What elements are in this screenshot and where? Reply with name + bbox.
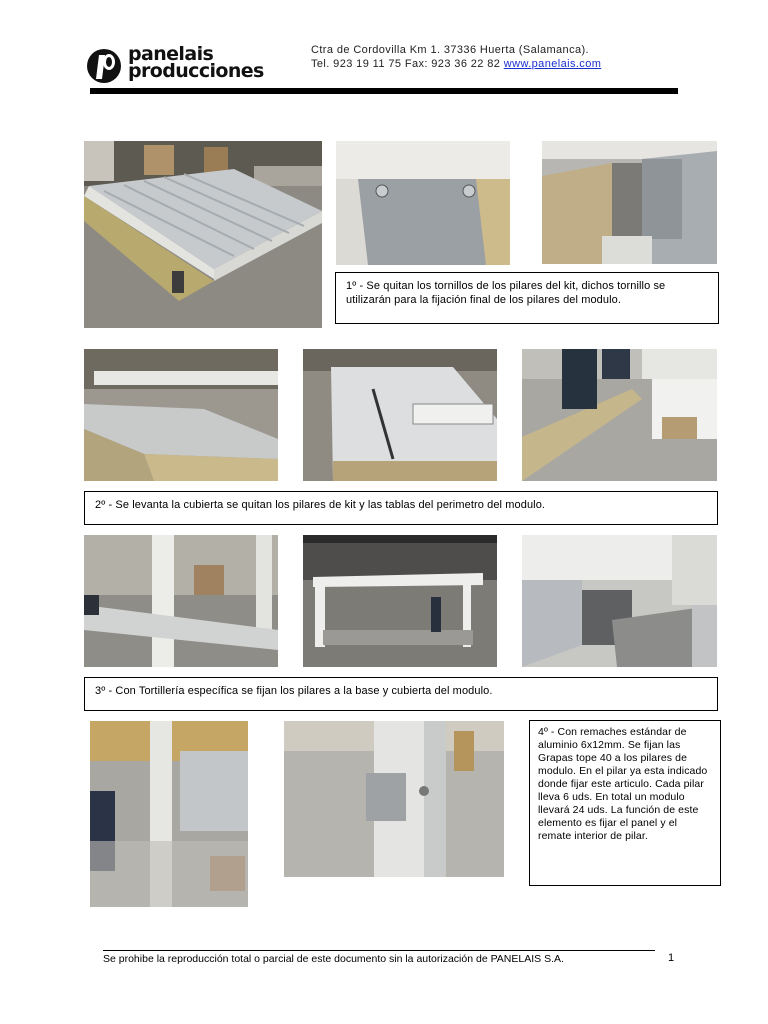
photo-workers-perimeter [522,349,717,481]
photo-roof-lifted [84,349,278,481]
step-1-text: 1º - Se quitan los tornillos de los pilares del kit, dichos tornillo se utilizarán para la fijación final de los pilares del modulo. [346,280,666,306]
company-logo [86,43,316,88]
tel-fax: Tel. 923 19 11 75 Fax: 923 36 22 82 [311,58,504,70]
contact-line [311,57,601,71]
step-3-caption [84,677,718,711]
page-number: 1 [668,952,675,964]
step-4-caption [529,720,721,886]
photo-grapa-closeup [284,721,504,877]
website-link[interactable]: www.panelais.com [503,58,602,70]
company-address [311,43,601,71]
logo-line-2: producciones [128,60,264,82]
photo-floor-tables [303,349,497,481]
photo-ceiling-corner [522,535,717,667]
photo-pillar-fixing [84,535,278,667]
header-divider [90,88,678,94]
photo-roof-panel-on-floor [84,141,322,328]
copyright-notice: Se prohibe la reproducción total o parcial de este documento sin la autorización de PANELAIS S.A. [103,953,564,965]
step-2-text: 2º - Se levanta la cubierta se quitan los pilares de kit y las tablas del perimetro del modulo. [95,499,546,511]
step-3-text: 3º - Con Tortillería específica se fijan los pilares a la base y cubierta del modulo. [95,685,493,697]
footer-divider [103,950,655,951]
photo-pillar-bolts [336,141,510,265]
address-line: Ctra de Cordovilla Km 1. 37336 Huerta (Salamanca). [311,44,590,56]
photo-worker-pillar [90,721,248,907]
logo-wordmark [128,43,264,82]
logo-line-1: panelais [128,43,214,65]
step-1-caption [335,272,719,324]
photo-frame-assembled [303,535,497,667]
step-2-caption [84,491,718,525]
step-4-text: 4º - Con remaches estándar de aluminio 6x12mm. Se fijan las Grapas tope 40 a los pilares de modulo. En el pilar ya esta indicado donde fijar este articulo. Cada pilar lleva 6 uds. En total un modulo llevará 24 uds. La función de este elemento es fijar el panel y el remate interior de pilar. [538,726,708,842]
photo-pillar-corner [542,141,717,264]
logo-mark-icon [86,48,122,84]
